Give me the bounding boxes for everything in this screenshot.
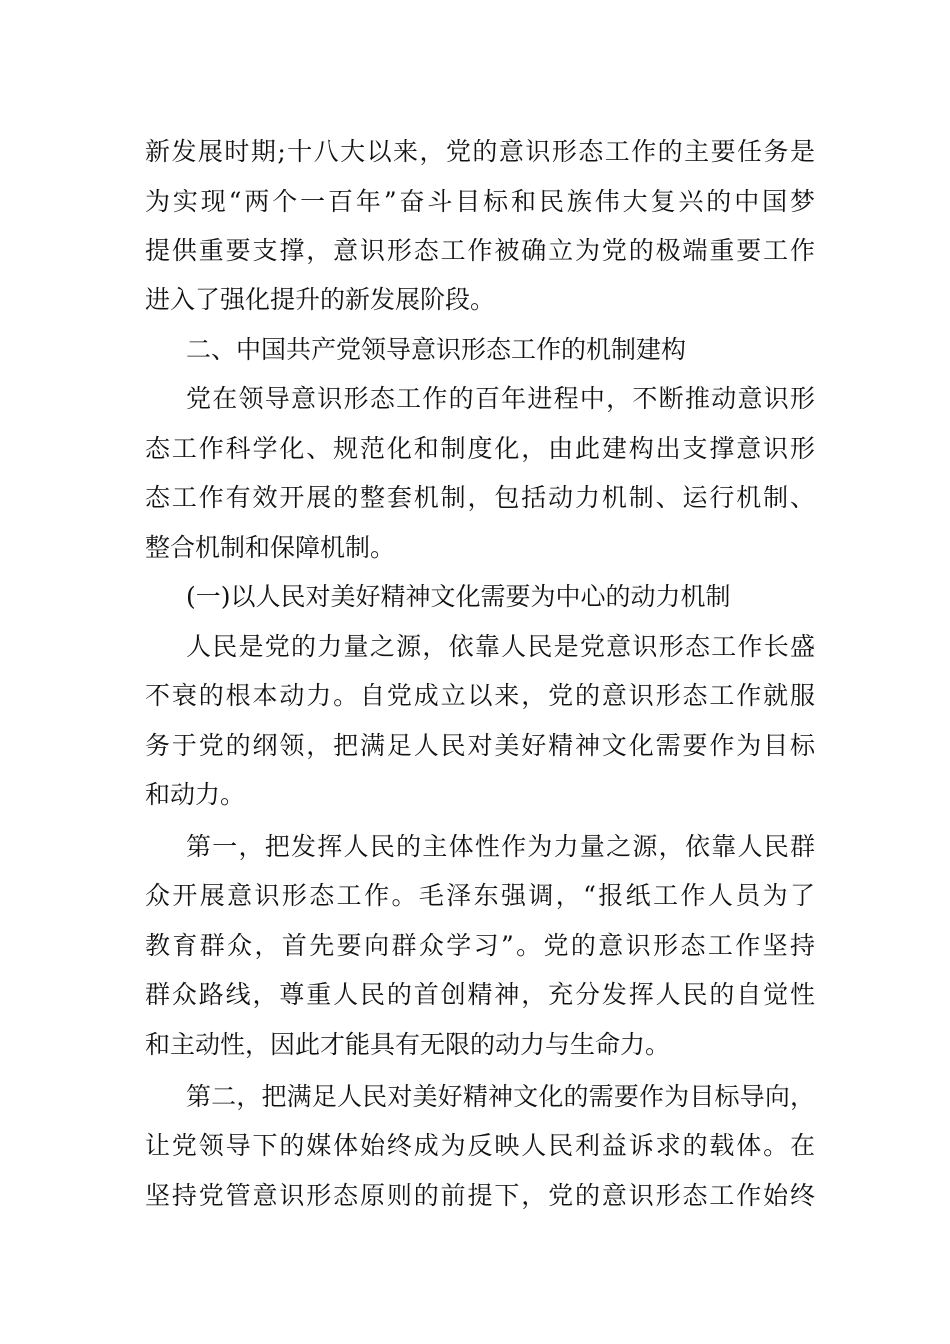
text-line: 教育群众，首先要向群众学习”。党的意识形态工作坚持 [145,931,815,960]
text-line: 态工作有效开展的整套机制，包括动力机制、运行机制、 [145,483,815,512]
text-line: 让党领导下的媒体始终成为反映人民利益诉求的载体。在 [145,1131,815,1160]
text-line: 整合机制和保障机制。 [145,533,396,562]
text-line: 第二，把满足人民对美好精神文化的需要作为目标导向， [186,1082,815,1111]
text-line: 提供重要支撑，意识形态工作被确立为党的极端重要工作 [145,236,815,265]
text-line: 和主动性，因此才能具有无限的动力与生命力。 [145,1030,671,1059]
text-line: 新发展时期;十八大以来，党的意识形态工作的主要任务是 [145,137,815,166]
text-line: 和动力。 [145,780,246,809]
text-line: 态工作科学化、规范化和制度化，由此建构出支撑意识形 [145,434,815,463]
text-line: 进入了强化提升的新发展阶段。 [145,285,496,314]
text-line: 不衰的根本动力。自党成立以来，党的意识形态工作就服 [145,681,815,710]
text-line: 群众路线，尊重人民的首创精神，充分发挥人民的自觉性 [145,980,815,1009]
text-line: 第一，把发挥人民的主体性作为力量之源，依靠人民群 [186,832,815,861]
section-heading: 二、中国共产党领导意识形态工作的机制建构 [186,335,687,364]
text-line: 党在领导意识形态工作的百年进程中，不断推动意识形 [186,384,815,413]
subsection-heading: (一)以人民对美好精神文化需要为中心的动力机制 [186,582,731,611]
text-line: 为实现“两个一百年”奋斗目标和民族伟大复兴的中国梦 [145,187,815,216]
text-line: 人民是党的力量之源，依靠人民是党意识形态工作长盛 [186,632,815,661]
text-line: 坚持党管意识形态原则的前提下，党的意识形态工作始终 [145,1181,815,1210]
text-line: 众开展意识形态工作。毛泽东强调，“报纸工作人员为了 [145,881,815,910]
text-line: 务于党的纲领，把满足人民对美好精神文化需要作为目标 [145,731,815,760]
